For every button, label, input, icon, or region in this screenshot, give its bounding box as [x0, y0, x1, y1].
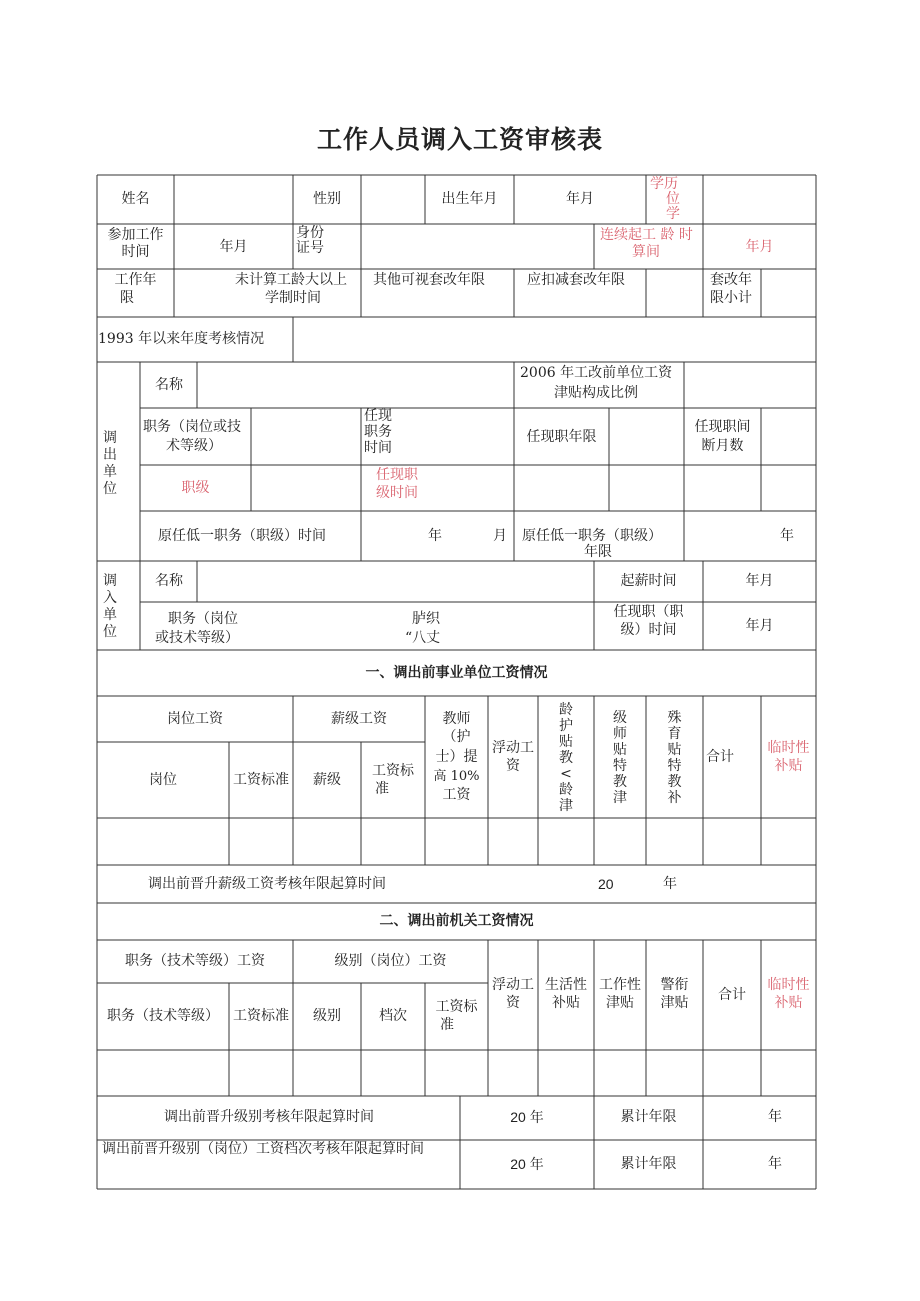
cont-year-month: 年月: [745, 239, 774, 255]
section2-heading: 二、调出前机关工资情况: [379, 913, 534, 929]
label-in-post-1: 职务（岗位: [168, 611, 238, 627]
col6-char: <: [560, 766, 572, 782]
police-2: 津贴: [660, 995, 689, 1011]
living-2: 补贴: [552, 995, 580, 1011]
temp-2: 补贴: [774, 758, 803, 774]
living-1: 生活性: [545, 977, 587, 993]
label-cum-2: 累计年限: [620, 1156, 677, 1172]
label-promo-grade: 调出前晋升级别（岗位）工资档次考核年限起算时间: [102, 1141, 424, 1157]
label-gender: 性别: [313, 191, 341, 207]
label-break-2: 断月数: [701, 438, 744, 454]
col8-char: 特: [667, 758, 682, 774]
label-rank: 职级: [181, 480, 210, 496]
label-subtotal-2: 限小计: [710, 290, 752, 306]
label-scale-pay: 薪级工资: [331, 711, 387, 727]
label-post: 岗位: [149, 772, 177, 788]
label-rank-time-1: 任现职: [376, 467, 418, 483]
col8-char: 教: [667, 774, 682, 790]
label-out-unit: 调 出 单 位: [103, 430, 117, 497]
col6-char: 龄: [559, 702, 573, 718]
label-work-years-2: 限: [120, 290, 134, 306]
lower-year: 年: [428, 528, 442, 544]
promo-grade-year: 20 年: [510, 1156, 544, 1172]
label-cum-1: 累计年限: [620, 1109, 677, 1125]
police-1: 警衔: [660, 977, 689, 993]
label-in-unit: 调 入 单 位: [103, 573, 117, 640]
col8-vertical: [646, 710, 703, 806]
label-degree-1: 学历: [650, 176, 678, 192]
in-noise-2: “八丈: [405, 630, 441, 646]
col6-vertical: [538, 702, 594, 814]
label-start-pay: 起薪时间: [620, 573, 677, 589]
promo-level-year: 20 年: [510, 1109, 544, 1125]
lower-years-unit: 年: [780, 528, 794, 544]
work-1: 工作性: [599, 977, 641, 993]
in-noise-1: 胪织: [412, 611, 440, 627]
label-cont-seniority-1: 连续起工 龄 时: [600, 227, 693, 243]
label-total-1: 合计: [706, 749, 734, 765]
label-out-post-1: 职务（岗位或技: [143, 419, 241, 435]
col8-char: 贴: [667, 742, 682, 758]
label-level: 级别: [313, 1008, 341, 1024]
col8-char: 育: [667, 726, 682, 742]
cum-2-year: 年: [768, 1156, 782, 1172]
label-current-2: 职务: [364, 424, 392, 440]
label-out-name: 名称: [155, 377, 183, 393]
label-in-name: 名称: [155, 573, 183, 589]
std2-1: 工资标: [372, 763, 414, 779]
label-in-post-2: 或技术等级）: [155, 630, 239, 646]
join-year-month: 年月: [219, 239, 248, 255]
label-promo-level: 调出前晋升级别考核年限起算时间: [164, 1109, 374, 1125]
col7-char: 贴: [613, 742, 627, 758]
label-s2-std: 工资标准: [233, 1008, 289, 1024]
label-id-2: 证号: [296, 240, 324, 256]
col7-char: 津: [613, 790, 627, 806]
label-current-1: 任现: [364, 408, 392, 424]
promo-year: 20: [598, 876, 614, 892]
label-lower-years-2: 年限: [584, 544, 612, 560]
label-promo: 调出前晋升薪级工资考核年限起算时间: [148, 876, 386, 892]
col8-char: 补: [667, 790, 682, 806]
col7-char: 特: [613, 758, 627, 774]
label-std: 工资标准: [233, 772, 289, 788]
col6-char: 贴: [559, 734, 573, 750]
label-in-current-1: 任现职（职: [613, 604, 684, 620]
label-subtotal-1: 套改年: [710, 272, 752, 288]
col6-char: 津: [559, 798, 573, 814]
std2-2: 准: [375, 781, 389, 797]
temp-1: 临时性: [767, 740, 810, 756]
label-degree-3: 学: [666, 206, 680, 222]
s2-std2-1: 工资标: [435, 999, 478, 1015]
teacher-1: 教师: [442, 711, 471, 727]
label-lower-time: 原任低一职务（职级）时间: [158, 528, 326, 544]
label-join-work-2: 时间: [121, 244, 150, 260]
label-uncounted-2: 学制时间: [265, 290, 321, 306]
label-uncounted-1: 未计算工龄大以上: [235, 272, 347, 288]
lower-month: 月: [493, 528, 507, 544]
teacher-5: 工资: [442, 787, 471, 803]
label-degree-2: 位: [666, 191, 680, 207]
label-duty: 职务（技术等级）: [107, 1008, 219, 1024]
label-post-pay: 岗位工资: [167, 711, 223, 727]
label-scale: 薪级: [313, 772, 341, 788]
label-current-3: 时间: [364, 440, 392, 456]
label-in-current-2: 级）时间: [620, 622, 677, 638]
label-break-1: 任现职间: [694, 419, 751, 435]
col7-char: 教: [613, 774, 627, 790]
label-grade: 档次: [379, 1008, 407, 1024]
promo-y: 年: [663, 876, 677, 892]
s2-temp-1: 临时性: [767, 977, 810, 993]
label-join-work-1: 参加工作: [107, 227, 164, 243]
col8-char: 殊: [667, 710, 682, 726]
float-2: 资: [506, 758, 520, 774]
col6-char: 教: [559, 750, 573, 766]
s2-float-1: 浮动工: [492, 977, 534, 993]
label-cont-seniority-2: 算间: [632, 244, 660, 260]
float-1: 浮动工: [492, 740, 534, 756]
col6-char: 护: [559, 718, 573, 734]
teacher-4: 高 10%: [433, 769, 480, 784]
birth-year-month: 年月: [566, 191, 594, 207]
label-id-1: 身份: [296, 225, 324, 241]
col7-vertical: [594, 710, 646, 806]
label-total-2: 合计: [718, 987, 746, 1003]
teacher-2: （护: [442, 729, 471, 745]
label-current-years: 任现职年限: [526, 429, 597, 445]
page-title: 工作人员调入工资审核表: [316, 125, 603, 154]
label-deduct-years: 应扣减套改年限: [527, 272, 625, 288]
section1-heading: 一、调出前事业单位工资情况: [365, 665, 548, 681]
s2-std2-2: 准: [440, 1017, 454, 1033]
start-year-month: 年月: [745, 573, 774, 589]
work-2: 津贴: [606, 995, 634, 1011]
label-duty-pay: 职务（技术等级）工资: [125, 953, 265, 969]
label-out-post-2: 术等级）: [166, 438, 222, 454]
teacher-3: 士）提: [435, 749, 478, 765]
label-lower-years-1: 原任低一职务（职级）: [522, 528, 662, 544]
col6-char: 龄: [559, 782, 573, 798]
label-annual-review: 1993 年以来年度考核情况: [98, 331, 265, 347]
col7-char: 级: [613, 710, 627, 726]
label-ratio-1: 2006 年工改前单位工资: [520, 365, 673, 381]
label-other-years: 其他可视套改年限: [373, 272, 485, 288]
in-current-year-month: 年月: [745, 618, 774, 634]
label-ratio-2: 津贴构成比例: [554, 385, 638, 401]
label-rank-time-2: 级时间: [376, 485, 418, 501]
label-birth: 出生年月: [441, 191, 498, 207]
label-level-pay: 级别（岗位）工资: [334, 953, 447, 969]
cum-1-year: 年: [768, 1109, 782, 1125]
s2-float-2: 资: [506, 995, 520, 1011]
col7-char: 师: [613, 726, 627, 742]
label-name: 姓名: [121, 191, 150, 207]
label-work-years-1: 工作年: [114, 272, 157, 288]
s2-temp-2: 补贴: [774, 995, 803, 1011]
